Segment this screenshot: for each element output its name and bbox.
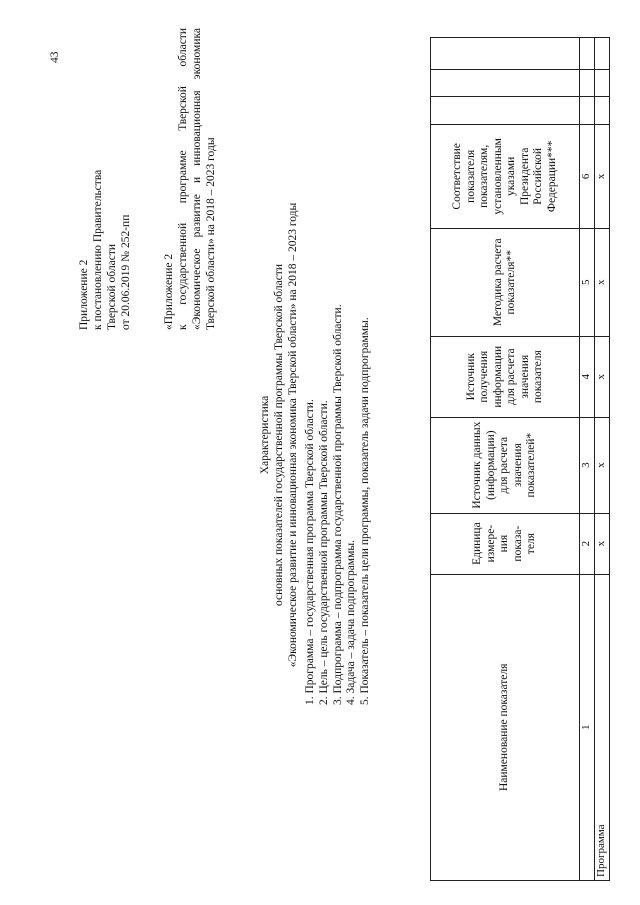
- table-cell: х: [594, 124, 609, 228]
- column-number-empty: [580, 96, 595, 124]
- indicators-table: [430, 37, 610, 881]
- table-cell: х: [594, 417, 609, 513]
- header-empty: [431, 38, 580, 70]
- column-number: 4: [580, 336, 595, 417]
- table-header-row: [431, 38, 580, 881]
- header-indicator-name: Наименование показателя: [431, 574, 580, 880]
- header-compliance: Соответствие показателя показателям, установленным указами Президента Российской Федерации***: [431, 124, 580, 228]
- appendix-line: от 20.06.2019 № 252-пп: [120, 214, 132, 330]
- appendix-line: Приложение 2: [78, 259, 90, 330]
- table-row: [594, 38, 609, 881]
- appendix-block: [77, 170, 133, 330]
- column-number-empty: [580, 38, 595, 70]
- appendix-quote-line: Тверской области» на 2018 – 2023 годы: [205, 137, 217, 330]
- column-number: 2: [580, 513, 595, 574]
- column-number-empty: [580, 70, 595, 97]
- appendix-quote-line: к государственной программе Тверской области: [177, 28, 189, 330]
- appendix-line: к постановлению Правительства: [92, 169, 104, 330]
- title-line: основных показателей государственной программы Тверской области: [273, 264, 285, 606]
- header-empty: [431, 70, 580, 97]
- table-number-row: [580, 38, 595, 881]
- column-number: 3: [580, 417, 595, 513]
- appendix-quote-block: [162, 28, 218, 330]
- definition-item: 1. Программа – государственная программа Тверской области.: [304, 399, 316, 705]
- header-method: Методика расчета показателя**: [431, 228, 580, 336]
- table-cell-empty: [594, 70, 609, 97]
- header-info-source: Источник получения информации для расчета значения показателя: [431, 336, 580, 417]
- appendix-line: Тверской области: [106, 244, 118, 330]
- definitions-list: [304, 304, 373, 705]
- definition-item: 3. Подпрограмма – подпрограмма государственной программы Тверской области.: [331, 304, 344, 705]
- header-unit: Единица измере-ния показа-теля: [431, 513, 580, 574]
- table-cell: х: [594, 336, 609, 417]
- column-number: 1: [580, 574, 595, 880]
- header-data-source: Источник данных (информации) для расчета значения показателей*: [431, 417, 580, 513]
- appendix-quote-line: «Приложение 2: [163, 253, 175, 330]
- column-number: 6: [580, 124, 595, 228]
- table-cell: х: [594, 513, 609, 574]
- definition-item: 5. Показатель – показатель цели программы, показатель задачи подпрограммы.: [359, 317, 372, 705]
- title-line: «Экономическое развитие и инновационная экономика Тверской области» на 2018 – 2023 годы: [287, 202, 299, 668]
- row-label: Программа: [594, 574, 609, 880]
- definition-item: 2. Цель – цель государственной программы Тверской области.: [317, 400, 330, 705]
- definition-item: 4. Задача – задача подпрограммы.: [345, 540, 358, 705]
- header-empty: [431, 96, 580, 124]
- table-cell: х: [594, 228, 609, 336]
- appendix-quote-line: «Экономическое развитие и инновационная экономика: [191, 28, 203, 330]
- column-number: 5: [580, 228, 595, 336]
- table-cell-empty: [594, 96, 609, 124]
- table-cell-empty: [594, 38, 609, 70]
- page-number: 43: [49, 51, 61, 63]
- title-line: Характеристика: [259, 395, 271, 475]
- document-title: [258, 145, 300, 725]
